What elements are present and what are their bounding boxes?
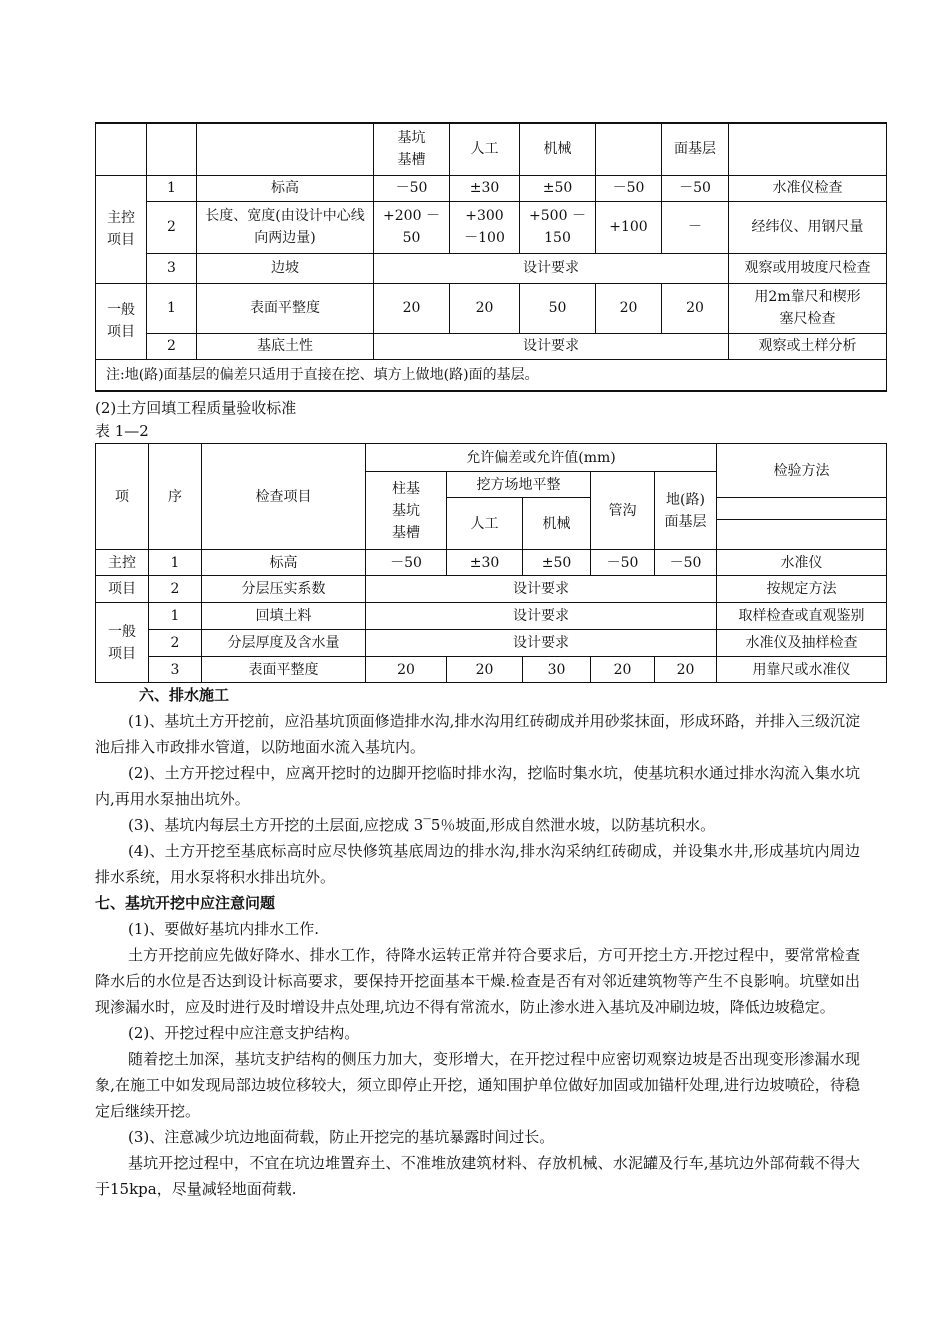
row-method: 取样检查或直观鉴别 [717, 603, 887, 630]
cell-value: +200 － 50 [374, 201, 450, 253]
header-blank [147, 123, 197, 175]
row-method: 水准仪及抽样检查 [717, 630, 887, 657]
row-item: 边坡 [197, 253, 374, 283]
header-blank [96, 123, 147, 175]
header-blank [197, 123, 374, 175]
earthwork-excavation-table [95, 122, 887, 392]
cell-value: 20 [366, 657, 447, 683]
row-item: 基底土性 [197, 333, 374, 359]
row-no: 2 [149, 630, 202, 657]
header-check-item: 检查项目 [202, 444, 366, 550]
row-method: 水准仪检查 [729, 175, 887, 201]
cell-value: 20 [655, 657, 717, 683]
row-no: 1 [149, 550, 202, 576]
earthwork-backfill-table [95, 443, 887, 683]
merged-design-requirement: 设计要求 [366, 603, 717, 630]
general-item-label: 一般 项目 [96, 603, 149, 683]
paragraph: 基坑开挖过程中，不宜在坑边堆置弃土、不准堆放建筑材料、存放机械、水泥罐及行车,基坑边外部荷载不得大于15kpa，尽量减轻地面荷载. [95, 1154, 860, 1198]
paragraph: 土方开挖前应先做好降水、排水工作，待降水运转正常并符合要求后，方可开挖土方.开挖过程中，要常常检查降水后的水位是否达到设计标高要求，要保持开挖面基本干燥.检查是否有对邻近建筑物等产生不良影响。坑壁如出现渗漏水时，应及时进行及时增设井点处理,坑边不得有常流水，防止渗水进入基坑及冲刷边坡，降低边坡稳定。 [95, 946, 860, 1016]
section-heading: 七、基坑开挖中应注意问题 [95, 894, 276, 912]
row-no: 1 [149, 603, 202, 630]
row-item: 长度、宽度(由设计中心线向两边量) [197, 201, 374, 253]
row-method: 水准仪 [717, 550, 887, 576]
cell-value: ±30 [447, 550, 523, 576]
table-note: 注:地(路)面基层的偏差只适用于直接在挖、填方上做地(路)面的基层。 [96, 359, 887, 391]
header-pit: 柱基 基坑 基槽 [366, 472, 447, 550]
row-no: 2 [147, 333, 197, 359]
header-machine: 机械 [520, 123, 596, 175]
cell-value: +300 －100 [450, 201, 520, 253]
header-blank [717, 520, 887, 550]
cell-value: 20 [450, 283, 520, 333]
cell-value: 20 [447, 657, 523, 683]
cell-value: 30 [523, 657, 591, 683]
section-title-backfill: (2)土方回填工程质量验收标准 [95, 399, 297, 417]
row-method: 用2m靠尺和楔形 塞尺检查 [729, 283, 887, 333]
row-item: 分层厚度及含水量 [202, 630, 366, 657]
header-pit: 基坑 基槽 [374, 123, 450, 175]
merged-design-requirement: 设计要求 [366, 576, 717, 603]
cell-value: －50 [591, 550, 655, 576]
header-blank [717, 498, 887, 520]
general-item-label: 一般 项目 [96, 283, 147, 359]
header-manual: 人工 [447, 498, 523, 550]
row-no: 3 [149, 657, 202, 683]
cell-value: 20 [374, 283, 450, 333]
header-site-leveling: 挖方场地平整 [447, 472, 591, 498]
row-method: 按规定方法 [717, 576, 887, 603]
cell-value: －50 [655, 550, 717, 576]
section-heading: 六、排水施工 [139, 686, 230, 704]
paragraph: (1)、要做好基坑内排水工作. [128, 920, 320, 938]
cell-value: +500 － 150 [520, 201, 596, 253]
main-control-label: 主控 [96, 550, 149, 576]
main-control-label: 项目 [96, 576, 149, 603]
cell-value: ±50 [523, 550, 591, 576]
row-no: 2 [147, 201, 197, 253]
paragraph: 随着挖土加深，基坑支护结构的侧压力加大，变形增大，在开挖过程中应密切观察边坡是否出现变形渗漏水现象,在施工中如发现局部边坡位移较大，须立即停止开挖，通知围护单位做好加固或加锚杆处理,进行边坡喷砼，待稳定后继续开挖。 [95, 1050, 860, 1120]
row-item: 表面平整度 [202, 657, 366, 683]
header-blank [729, 123, 887, 175]
row-item: 回填土料 [202, 603, 366, 630]
row-item: 分层压实系数 [202, 576, 366, 603]
header-method: 检验方法 [717, 444, 887, 498]
header-machine: 机械 [523, 498, 591, 550]
cell-value: －50 [374, 175, 450, 201]
table-caption: 表 1—2 [95, 422, 149, 440]
paragraph: (3)、注意减少坑边地面荷载，防止开挖完的基坑暴露时间过长。 [128, 1128, 555, 1146]
header-allowance: 允许偏差或允许值(mm) [366, 444, 717, 472]
cell-value: －50 [596, 175, 662, 201]
paragraph: (4)、土方开挖至基底标高时应尽快修筑基底周边的排水沟,排水沟采纳红砖砌成，并设集水井,形成基坑内周边排水系统，用水泵将积水排出坑外。 [95, 842, 860, 886]
row-method: 经纬仪、用钢尺量 [729, 201, 887, 253]
header-blank [596, 123, 662, 175]
row-no: 3 [147, 253, 197, 283]
row-item: 表面平整度 [197, 283, 374, 333]
header-road-base: 地(路) 面基层 [655, 472, 717, 550]
row-item: 标高 [202, 550, 366, 576]
main-control-label: 主控 项目 [96, 175, 147, 283]
cell-value: 50 [520, 283, 596, 333]
row-method: 观察或用坡度尺检查 [729, 253, 887, 283]
cell-value: 20 [662, 283, 729, 333]
row-method: 用靠尺或水准仪 [717, 657, 887, 683]
cell-value: －50 [662, 175, 729, 201]
paragraph: (2)、土方开挖过程中，应离开挖时的边脚开挖临时排水沟，挖临时集水坑，使基坑积水通过排水沟流入集水坑内,再用水泵抽出坑外。 [95, 764, 860, 808]
header-base: 面基层 [662, 123, 729, 175]
row-method: 观察或土样分析 [729, 333, 887, 359]
row-item: 标高 [197, 175, 374, 201]
cell-value: 20 [596, 283, 662, 333]
cell-value: 20 [591, 657, 655, 683]
header-ditch: 管沟 [591, 472, 655, 550]
header-no: 序 [149, 444, 202, 550]
header-manual: 人工 [450, 123, 520, 175]
drainage-section [95, 682, 860, 1202]
row-no: 1 [147, 175, 197, 201]
merged-design-requirement: 设计要求 [374, 333, 729, 359]
row-no: 2 [149, 576, 202, 603]
row-no: 1 [147, 283, 197, 333]
cell-value: －50 [366, 550, 447, 576]
cell-value: ±30 [450, 175, 520, 201]
cell-value: ±50 [520, 175, 596, 201]
cell-value: +100 [596, 201, 662, 253]
header-item: 项 [96, 444, 149, 550]
cell-value: － [662, 201, 729, 253]
paragraph: (3)、基坑内每层土方开挖的土层面,应挖成 3‾5％坡面,形成自然泄水坡，以防基坑积水。 [128, 816, 716, 834]
merged-design-requirement: 设计要求 [366, 630, 717, 657]
paragraph: (2)、开挖过程中应注意支护结构。 [128, 1024, 360, 1042]
paragraph: (1)、基坑土方开挖前，应沿基坑顶面修造排水沟,排水沟用红砖砌成并用砂浆抹面，形成环路，并排入三级沉淀池后排入市政排水管道，以防地面水流入基坑内。 [95, 712, 860, 756]
merged-design-requirement: 设计要求 [374, 253, 729, 283]
